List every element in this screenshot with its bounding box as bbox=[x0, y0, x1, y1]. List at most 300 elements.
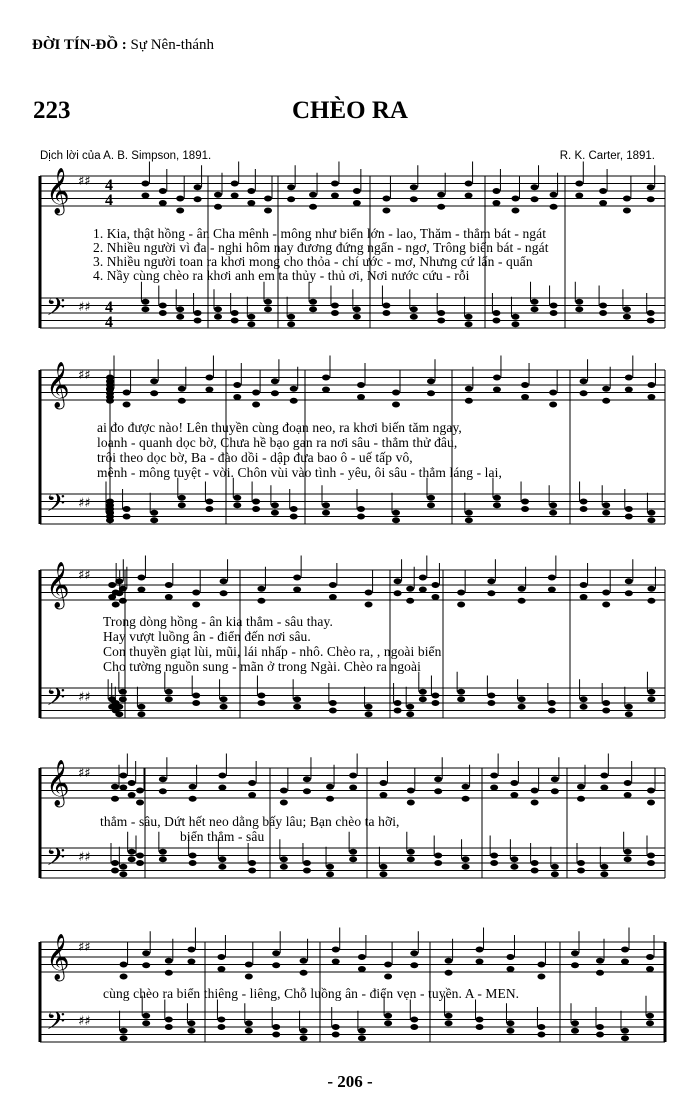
note-head bbox=[287, 321, 295, 327]
note-head bbox=[357, 382, 365, 388]
note-head bbox=[309, 192, 317, 198]
note-head bbox=[548, 708, 556, 714]
note-head bbox=[159, 849, 167, 855]
note-head bbox=[205, 499, 213, 505]
note-head bbox=[353, 200, 361, 206]
note-head bbox=[300, 970, 308, 976]
note-head bbox=[577, 784, 585, 790]
note-head bbox=[623, 314, 631, 320]
note-head bbox=[205, 387, 213, 393]
note-head bbox=[521, 506, 529, 512]
note-head bbox=[392, 510, 400, 516]
note-head bbox=[137, 711, 145, 717]
note-head bbox=[115, 704, 123, 710]
key-signature-icon: ♯♯ bbox=[78, 940, 91, 955]
note-head bbox=[257, 700, 265, 706]
note-head bbox=[112, 602, 120, 608]
note-head bbox=[548, 700, 556, 706]
note-head bbox=[531, 800, 539, 806]
note-head bbox=[187, 959, 195, 965]
note-head bbox=[437, 310, 445, 316]
note-head bbox=[647, 517, 655, 523]
note-head bbox=[189, 784, 197, 790]
note-head bbox=[518, 598, 526, 604]
note-head bbox=[214, 314, 222, 320]
note-head bbox=[142, 1013, 150, 1019]
note-head bbox=[123, 390, 131, 396]
note-head bbox=[437, 204, 445, 210]
note-head bbox=[108, 582, 116, 588]
lyric-line: Hay vượt luồng ân - điển đến nơi sâu. bbox=[103, 629, 311, 644]
note-head bbox=[510, 864, 518, 870]
note-head bbox=[136, 800, 144, 806]
note-head bbox=[647, 800, 655, 806]
note-head bbox=[349, 856, 357, 862]
note-head bbox=[332, 1024, 340, 1030]
time-signature: 4 bbox=[105, 314, 113, 331]
note-head bbox=[410, 1024, 418, 1030]
note-head bbox=[293, 704, 301, 710]
note-head bbox=[625, 711, 633, 717]
note-head bbox=[531, 184, 539, 190]
note-head bbox=[596, 958, 604, 964]
note-head bbox=[521, 499, 529, 505]
note-head bbox=[492, 310, 500, 316]
note-head bbox=[245, 962, 253, 968]
note-head bbox=[218, 856, 226, 862]
note-head bbox=[602, 510, 610, 516]
note-head bbox=[290, 506, 298, 512]
note-head bbox=[280, 788, 288, 794]
note-head bbox=[518, 704, 526, 710]
note-head bbox=[106, 510, 114, 516]
note-head bbox=[365, 590, 373, 596]
note-head bbox=[646, 966, 654, 972]
note-head bbox=[596, 970, 604, 976]
note-head bbox=[624, 780, 632, 786]
note-head bbox=[293, 575, 301, 581]
note-head bbox=[165, 1017, 173, 1023]
note-head bbox=[510, 780, 518, 786]
note-head bbox=[445, 1020, 453, 1026]
note-head bbox=[233, 502, 241, 508]
note-head bbox=[427, 378, 435, 384]
note-head bbox=[233, 382, 241, 388]
treble-clef-icon: 𝄞 bbox=[46, 934, 70, 980]
note-head bbox=[647, 184, 655, 190]
key-signature-icon: ♯♯ bbox=[78, 496, 91, 511]
note-head bbox=[410, 184, 418, 190]
note-head bbox=[271, 510, 279, 516]
note-head bbox=[621, 1028, 629, 1034]
note-head bbox=[192, 590, 200, 596]
key-signature-icon: ♯♯ bbox=[78, 300, 91, 315]
note-head bbox=[252, 402, 260, 408]
note-head bbox=[646, 1020, 654, 1026]
note-head bbox=[624, 856, 632, 862]
note-head bbox=[492, 188, 500, 194]
note-head bbox=[264, 299, 272, 305]
note-head bbox=[531, 788, 539, 794]
note-head bbox=[248, 792, 256, 798]
note-head bbox=[214, 306, 222, 312]
note-head bbox=[493, 387, 501, 393]
note-head bbox=[303, 860, 311, 866]
note-head bbox=[214, 192, 222, 198]
note-head bbox=[128, 856, 136, 862]
note-head bbox=[571, 1028, 579, 1034]
note-head bbox=[580, 594, 588, 600]
note-head bbox=[602, 700, 610, 706]
note-head bbox=[580, 704, 588, 710]
note-head bbox=[128, 849, 136, 855]
note-head bbox=[596, 1032, 604, 1038]
note-head bbox=[280, 856, 288, 862]
note-head bbox=[600, 773, 608, 779]
note-head bbox=[326, 864, 334, 870]
note-head bbox=[580, 499, 588, 505]
note-head bbox=[357, 394, 365, 400]
bass-clef-icon: 𝄢 bbox=[46, 843, 66, 878]
note-head bbox=[625, 578, 633, 584]
note-head bbox=[379, 792, 387, 798]
key-signature-icon: ♯♯ bbox=[78, 850, 91, 865]
note-head bbox=[128, 780, 136, 786]
bass-clef-icon: 𝄢 bbox=[46, 489, 66, 524]
lyric-line: thẳm - sâu, Dứt hết neo dằng bấy lâu; Bạn chèo ta hỡi, bbox=[100, 814, 400, 829]
note-head bbox=[406, 704, 414, 710]
bass-clef-icon: 𝄢 bbox=[46, 1007, 66, 1042]
note-head bbox=[115, 711, 123, 717]
note-head bbox=[178, 502, 186, 508]
note-head bbox=[623, 306, 631, 312]
note-head bbox=[445, 1013, 453, 1019]
note-head bbox=[625, 590, 633, 596]
note-head bbox=[427, 495, 435, 501]
note-head bbox=[123, 402, 131, 408]
note-head bbox=[231, 318, 239, 324]
note-head bbox=[506, 1020, 514, 1026]
note-head bbox=[462, 796, 470, 802]
note-head bbox=[518, 696, 526, 702]
note-head bbox=[205, 375, 213, 381]
note-head bbox=[550, 192, 558, 198]
note-head bbox=[280, 800, 288, 806]
note-head bbox=[309, 299, 317, 305]
note-head bbox=[245, 1028, 253, 1034]
note-head bbox=[119, 689, 127, 695]
composer-credit: R. K. Carter, 1891. bbox=[559, 150, 655, 162]
note-head bbox=[187, 1020, 195, 1026]
note-head bbox=[165, 689, 173, 695]
note-head bbox=[437, 192, 445, 198]
hymn-number: 223 bbox=[33, 97, 71, 124]
treble-clef-icon: 𝄞 bbox=[46, 562, 70, 608]
note-head bbox=[647, 510, 655, 516]
note-head bbox=[217, 966, 225, 972]
note-head bbox=[511, 321, 519, 327]
note-head bbox=[233, 495, 241, 501]
note-head bbox=[596, 1024, 604, 1030]
note-head bbox=[214, 204, 222, 210]
note-head bbox=[233, 394, 241, 400]
note-head bbox=[493, 375, 501, 381]
note-head bbox=[549, 390, 557, 396]
note-head bbox=[410, 306, 418, 312]
note-head bbox=[123, 514, 131, 520]
note-head bbox=[326, 796, 334, 802]
note-head bbox=[303, 776, 311, 782]
note-head bbox=[431, 582, 439, 588]
note-head bbox=[624, 792, 632, 798]
note-head bbox=[647, 788, 655, 794]
note-head bbox=[365, 711, 373, 717]
note-head bbox=[410, 196, 418, 202]
note-head bbox=[106, 375, 114, 381]
note-head bbox=[176, 208, 184, 214]
note-head bbox=[476, 1017, 484, 1023]
note-head bbox=[551, 871, 559, 877]
note-head bbox=[577, 868, 585, 874]
note-head bbox=[602, 602, 610, 608]
note-head bbox=[506, 1028, 514, 1034]
note-head bbox=[329, 582, 337, 588]
lyric-line: 4. Nầy cùng chèo ra khơi anh em ta thủy - thủ ơi, Nơi nước cứu - rỗi bbox=[93, 268, 470, 283]
note-head bbox=[365, 602, 373, 608]
note-head bbox=[136, 788, 144, 794]
note-head bbox=[549, 502, 557, 508]
key-signature-icon: ♯♯ bbox=[78, 368, 91, 383]
note-head bbox=[551, 788, 559, 794]
note-head bbox=[245, 974, 253, 980]
key-signature-icon: ♯♯ bbox=[78, 1014, 91, 1029]
note-head bbox=[492, 318, 500, 324]
note-head bbox=[394, 708, 402, 714]
treble-clef-icon: 𝄞 bbox=[46, 168, 70, 214]
lyric-line: cùng chèo ra biển thiêng - liêng, Chỗ luồng ân - điển vẹn - tuyền. A - MEN. bbox=[103, 986, 520, 1001]
note-head bbox=[419, 696, 427, 702]
note-head bbox=[120, 962, 128, 968]
lyric-line: loanh - quanh dọc bờ, Chưa hề bạo gan ra nơi sâu - thẳm thử đâu, bbox=[97, 435, 458, 450]
note-head bbox=[141, 299, 149, 305]
note-head bbox=[457, 590, 465, 596]
note-head bbox=[646, 954, 654, 960]
note-head bbox=[303, 788, 311, 794]
note-head bbox=[358, 954, 366, 960]
note-head bbox=[410, 1017, 418, 1023]
book-title: ĐỜI TÍN-ĐỒ : bbox=[32, 37, 127, 53]
note-head bbox=[621, 959, 629, 965]
note-head bbox=[248, 860, 256, 866]
note-head bbox=[493, 495, 501, 501]
note-head bbox=[187, 947, 195, 953]
lyric-line: mênh - mông tuyệt - vời. Chôn vùi vào tình - yêu, ôi sâu - thẳm láng - lai, bbox=[97, 465, 502, 480]
note-head bbox=[329, 594, 337, 600]
note-head bbox=[189, 853, 197, 859]
note-head bbox=[159, 200, 167, 206]
note-head bbox=[194, 310, 202, 316]
note-head bbox=[394, 700, 402, 706]
treble-clef-icon: 𝄞 bbox=[46, 362, 70, 408]
note-head bbox=[410, 962, 418, 968]
note-head bbox=[623, 196, 631, 202]
note-head bbox=[349, 849, 357, 855]
note-head bbox=[165, 1024, 173, 1030]
note-head bbox=[490, 860, 498, 866]
note-head bbox=[106, 382, 114, 388]
note-head bbox=[322, 510, 330, 516]
note-head bbox=[189, 796, 197, 802]
note-head bbox=[384, 962, 392, 968]
note-head bbox=[271, 502, 279, 508]
note-head bbox=[580, 506, 588, 512]
key-signature-icon: ♯♯ bbox=[78, 690, 91, 705]
time-signature: 4 bbox=[105, 177, 113, 194]
note-head bbox=[120, 1035, 128, 1041]
note-head bbox=[150, 517, 158, 523]
note-head bbox=[119, 871, 127, 877]
lyric-line: 3. Nhiều người toan ra khơi mong cho thỏa - chí ước - mơ, Nhưng cứ lẩn - quẩn bbox=[93, 254, 533, 269]
note-head bbox=[257, 586, 265, 592]
note-head bbox=[231, 310, 239, 316]
note-head bbox=[150, 390, 158, 396]
note-head bbox=[625, 704, 633, 710]
note-head bbox=[531, 306, 539, 312]
note-head bbox=[506, 966, 514, 972]
page-number: - 206 - bbox=[327, 1072, 373, 1091]
bass-clef-icon: 𝄢 bbox=[46, 293, 66, 328]
note-head bbox=[531, 860, 539, 866]
note-head bbox=[434, 860, 442, 866]
note-head bbox=[329, 700, 337, 706]
note-head bbox=[465, 181, 473, 187]
note-head bbox=[111, 796, 119, 802]
note-head bbox=[602, 590, 610, 596]
note-head bbox=[647, 696, 655, 702]
note-head bbox=[353, 188, 361, 194]
note-head bbox=[625, 514, 633, 520]
note-head bbox=[419, 575, 427, 581]
note-head bbox=[465, 321, 473, 327]
note-head bbox=[476, 959, 484, 965]
lyric-line: trôi theo dọc bờ, Ba - đào dồi - dập đưa bao ô - uế tấp vô, bbox=[97, 450, 413, 465]
note-head bbox=[575, 181, 583, 187]
note-head bbox=[490, 785, 498, 791]
note-head bbox=[247, 188, 255, 194]
key-signature-icon: ♯♯ bbox=[78, 174, 91, 189]
note-head bbox=[599, 303, 607, 309]
note-head bbox=[271, 378, 279, 384]
note-head bbox=[309, 204, 317, 210]
note-head bbox=[176, 314, 184, 320]
note-head bbox=[379, 864, 387, 870]
note-head bbox=[137, 587, 145, 593]
note-head bbox=[300, 958, 308, 964]
note-head bbox=[178, 398, 186, 404]
note-head bbox=[647, 586, 655, 592]
note-head bbox=[382, 196, 390, 202]
note-head bbox=[521, 394, 529, 400]
note-head bbox=[550, 310, 558, 316]
note-head bbox=[406, 598, 414, 604]
note-head bbox=[322, 502, 330, 508]
note-head bbox=[602, 386, 610, 392]
note-head bbox=[290, 398, 298, 404]
note-head bbox=[332, 959, 340, 965]
note-head bbox=[490, 773, 498, 779]
note-head bbox=[571, 962, 579, 968]
note-head bbox=[394, 590, 402, 596]
book-section: Sự Nên-thánh bbox=[130, 37, 215, 53]
note-head bbox=[332, 1032, 340, 1038]
note-head bbox=[575, 193, 583, 199]
note-head bbox=[599, 200, 607, 206]
note-head bbox=[476, 1024, 484, 1030]
note-head bbox=[357, 506, 365, 512]
note-head bbox=[431, 693, 439, 699]
note-head bbox=[407, 849, 415, 855]
note-head bbox=[287, 196, 295, 202]
note-head bbox=[264, 196, 272, 202]
note-head bbox=[537, 1032, 545, 1038]
note-head bbox=[621, 1035, 629, 1041]
time-signature: 4 bbox=[105, 299, 113, 316]
note-head bbox=[165, 582, 173, 588]
note-head bbox=[548, 587, 556, 593]
note-head bbox=[407, 788, 415, 794]
note-head bbox=[192, 693, 200, 699]
note-head bbox=[445, 958, 453, 964]
note-head bbox=[194, 318, 202, 324]
note-head bbox=[465, 510, 473, 516]
note-head bbox=[331, 310, 339, 316]
note-head bbox=[406, 586, 414, 592]
note-head bbox=[382, 208, 390, 214]
note-head bbox=[272, 950, 280, 956]
note-head bbox=[580, 378, 588, 384]
note-head bbox=[623, 208, 631, 214]
note-head bbox=[142, 1020, 150, 1026]
note-head bbox=[137, 575, 145, 581]
note-head bbox=[349, 773, 357, 779]
note-head bbox=[647, 860, 655, 866]
note-head bbox=[272, 1024, 280, 1030]
note-head bbox=[205, 506, 213, 512]
note-head bbox=[549, 402, 557, 408]
note-head bbox=[600, 785, 608, 791]
note-head bbox=[487, 578, 495, 584]
note-head bbox=[384, 1020, 392, 1026]
note-head bbox=[600, 871, 608, 877]
note-head bbox=[252, 390, 260, 396]
note-head bbox=[309, 306, 317, 312]
note-head bbox=[287, 314, 295, 320]
lyric-line: ai đo được nào! Lên thuyền cùng đoạn neo, ra khơi biến tăm ngay, bbox=[97, 420, 462, 435]
lyric-line: Con thuyền giạt lùi, mũi, lái nhấp - nhô. Chèo ra, , ngoài biển bbox=[103, 644, 442, 659]
note-head bbox=[521, 382, 529, 388]
note-head bbox=[510, 856, 518, 862]
note-head bbox=[577, 796, 585, 802]
note-head bbox=[111, 868, 119, 874]
note-head bbox=[537, 974, 545, 980]
note-head bbox=[427, 390, 435, 396]
note-head bbox=[537, 962, 545, 968]
note-head bbox=[358, 966, 366, 972]
note-head bbox=[220, 696, 228, 702]
note-head bbox=[621, 947, 629, 953]
note-head bbox=[357, 514, 365, 520]
note-head bbox=[322, 375, 330, 381]
